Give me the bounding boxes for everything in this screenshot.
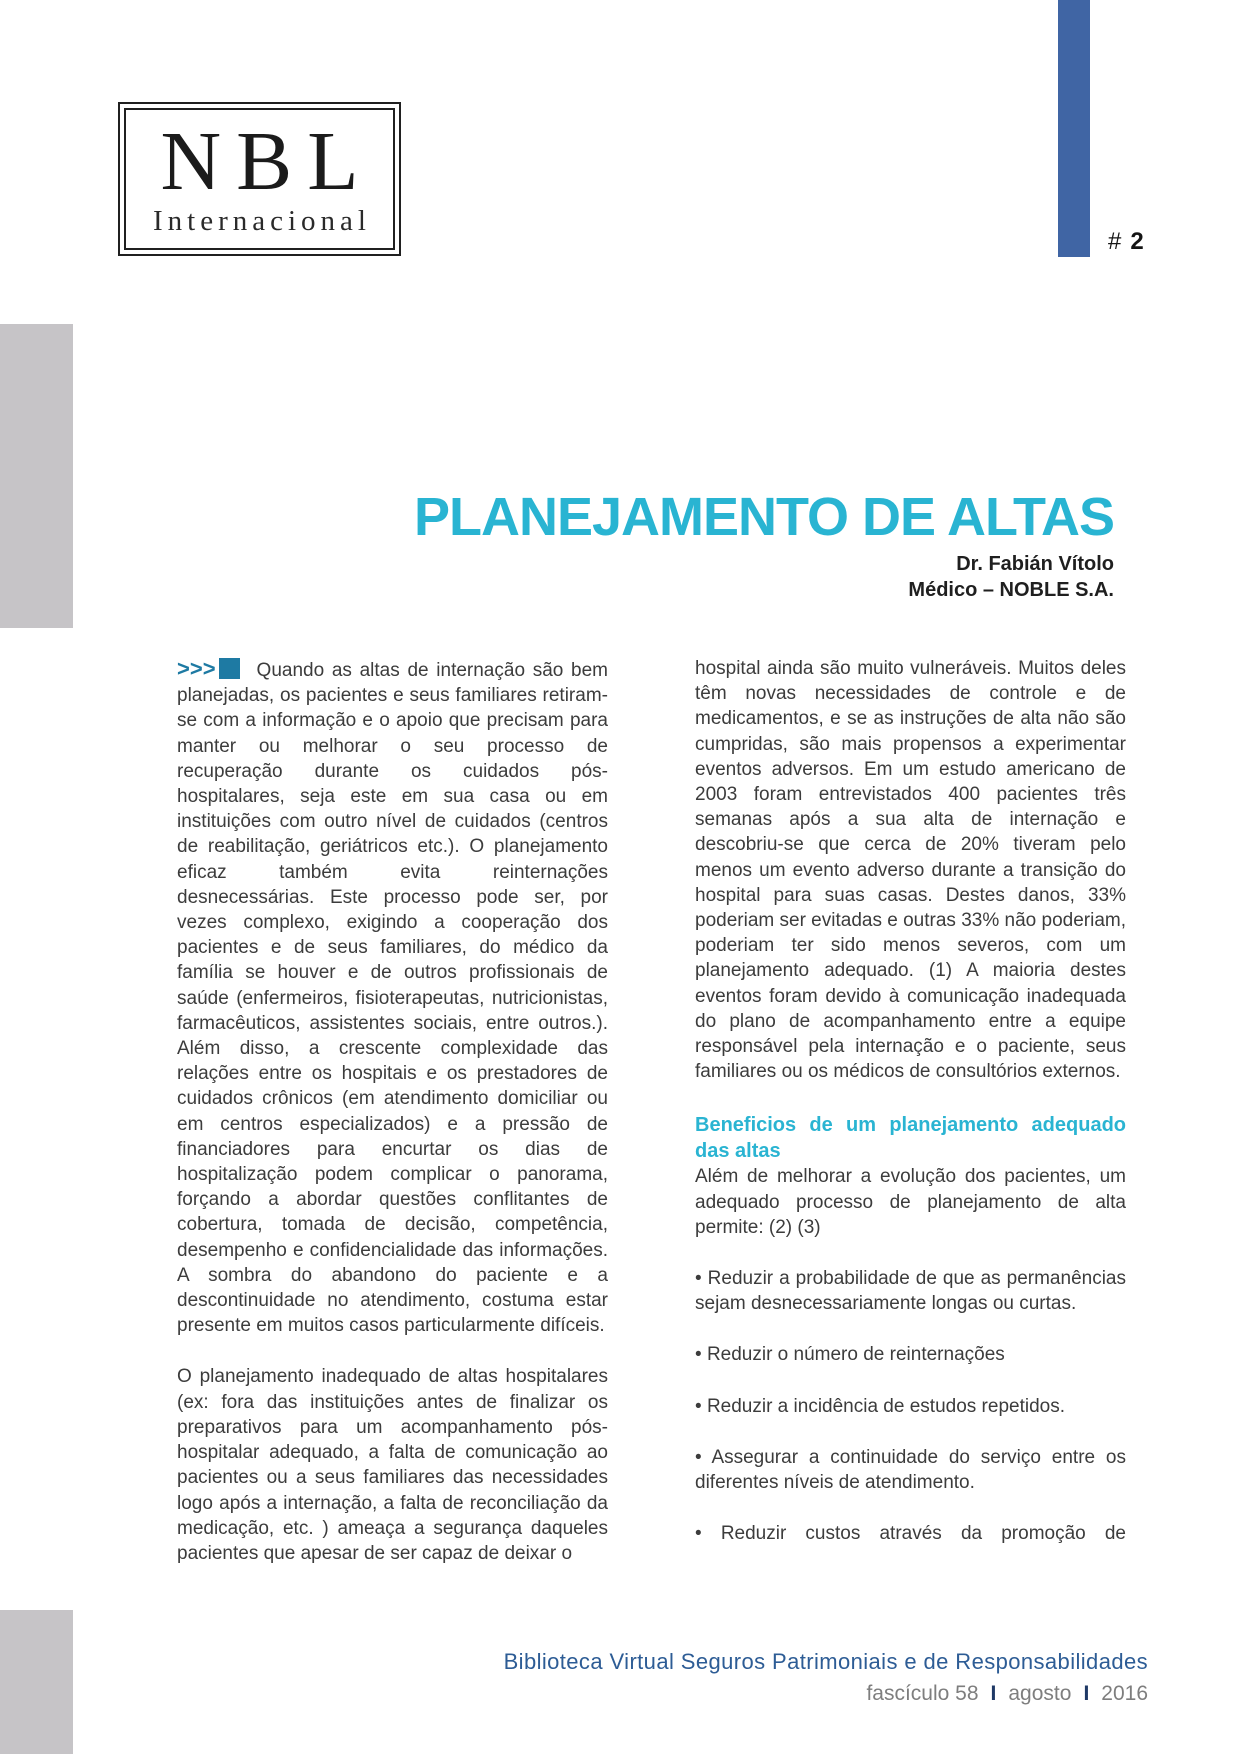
paragraph-text: Quando as altas de internação são bem planejadas, os pacientes e seus familiares retiram-se com a informação e o apoio que precisam para manter ou melhorar o seu processo de recuperação durante os cuidados pós-hospitalares, seja este em sua casa ou em instituições com outro nível de cuidados (centros de reabilitação, geriátricos etc.). O planejamento eficaz também evita reinternações desnecessárias. Este processo pode ser, por vezes complexo, exigindo a cooperação dos pacientes e de seus familiares, do médico da família se houver e de outros profissionais de saúde (enfermeiros, fisioterapeutas, nutricionistas, farmacêuticos, assistentes sociais, entre outros.). Além disso, a crescente complexidade das relações entre os hospitais e os prestadores de cuidados crônicos (em atendimento domiciliar ou em centros especializados) e a pressão de financiadores para encurtar os dias de hospitalização podem complicar o panorama, forçando a abordar questões conflitantes de cobertura, tomada de decisão, competência, desempenho e confidencialidade das informações. A sombra do abandono do paciente e a descontinuidade no atendimento, costuma estar presente em muitos casos particularmente difíceis. xyxy=(177,660,608,1337)
bullet-text: Assegurar a continuidade do serviço entre os diferentes níveis de atendimento. xyxy=(695,1446,1126,1494)
footer-issue-line xyxy=(504,1681,1148,1707)
bullet-text: Reduzir a incidência de estudos repetidos. xyxy=(706,1395,1065,1417)
intro-square-icon xyxy=(219,658,240,679)
bullet-glyph: • xyxy=(695,1446,702,1468)
bullet-glyph: • xyxy=(695,1395,702,1417)
bullet-text: Reduzir a probabilidade de que as permanências sejam desnecessariamente longas ou curtas. xyxy=(695,1268,1126,1315)
footer-collection-title: Biblioteca Virtual Seguros Patrimoniais e de Responsabilidades xyxy=(503,1649,1148,1674)
bullet-item xyxy=(695,1266,1126,1316)
author-role: Médico – NOBLE S.A. xyxy=(908,579,1114,601)
page-number xyxy=(1108,228,1144,256)
page-footer xyxy=(504,1648,1148,1707)
bullet-text: Reduzir custos através da promoção de xyxy=(720,1523,1127,1545)
footer-separator-bar: I xyxy=(990,1682,997,1705)
nbl-logo-frame xyxy=(124,108,395,250)
logo-subtitle: Internacional xyxy=(153,205,371,237)
right-column xyxy=(695,656,1126,1592)
left-gray-bar-bottom xyxy=(0,1610,73,1754)
left-gray-bar-top xyxy=(0,324,73,628)
bullet-glyph: • xyxy=(695,1344,702,1366)
bullet-item xyxy=(695,1342,1126,1367)
footer-separator-bar: I xyxy=(1083,1682,1090,1705)
section-heading: Beneficios de um planejamento adequado das altas xyxy=(695,1114,1126,1163)
title-block xyxy=(254,488,1114,603)
page-number-value: 2 xyxy=(1130,228,1144,255)
bullet-glyph: • xyxy=(695,1268,702,1290)
author-name: Dr. Fabián Vítolo xyxy=(956,553,1114,575)
page-title: PLANEJAMENTO DE ALTAS xyxy=(413,487,1114,547)
footer-year: 2016 xyxy=(1101,1682,1148,1705)
body-paragraph xyxy=(177,656,608,1338)
left-column xyxy=(177,656,608,1592)
bullet-item xyxy=(695,1521,1126,1546)
logo-name: NBL xyxy=(160,115,374,208)
bullet-item xyxy=(695,1445,1126,1495)
body-paragraph: hospital ainda são muito vulneráveis. Muitos deles têm novas necessidades de controle e de medicamentos, e se as instruções de alta não são cumpridas, são mais propensos a experimentar eventos adversos. Em um estudo americano de 2003 foram entrevistados 400 pacientes três semanas após a sua alta de internação e descobriu-se que cerca de 20% tiveram pelo menos um evento adverso durante a transição do hospital para suas casas. Destes danos, 33% poderiam ser evitadas e outras 33% não poderiam, poderiam ter sido menos severos, com um planejamento adequado. (1) A maioria destes eventos foram devido à comunicação inadequada do plano de acompanhamento entre a equipe responsável pela internação e o paciente, seus familiares ou os médicos de consultórios externos. xyxy=(695,658,1126,1083)
bullet-text: Reduzir o número de reinternações xyxy=(706,1344,1005,1366)
article-body xyxy=(177,656,1126,1592)
bullet-glyph: • xyxy=(695,1523,702,1545)
top-right-blue-bar xyxy=(1058,0,1090,257)
nbl-logo xyxy=(118,102,401,256)
bullet-item xyxy=(695,1394,1126,1419)
body-paragraph: O planejamento inadequado de altas hospitalares (ex: fora das instituições antes de finalizar os preparativos para um acompanhamento pós-hospitalar adequado, a falta de comunicação ao pacientes ou a seus familiares das necessidades logo após a internação, a falta de reconciliação da medicação, etc. ) ameaça a segurança daqueles pacientes que apesar de ser capaz de deixar o xyxy=(177,1366,608,1564)
page-number-hash: # xyxy=(1108,228,1123,255)
footer-month: agosto xyxy=(1008,1682,1072,1705)
footer-issue: fascículo 58 xyxy=(866,1682,979,1705)
body-paragraph: Além de melhorar a evolução dos pacientes, um adequado processo de planejamento de alta permite: (2) (3) xyxy=(695,1166,1126,1238)
intro-chevrons: >>> xyxy=(177,656,216,681)
